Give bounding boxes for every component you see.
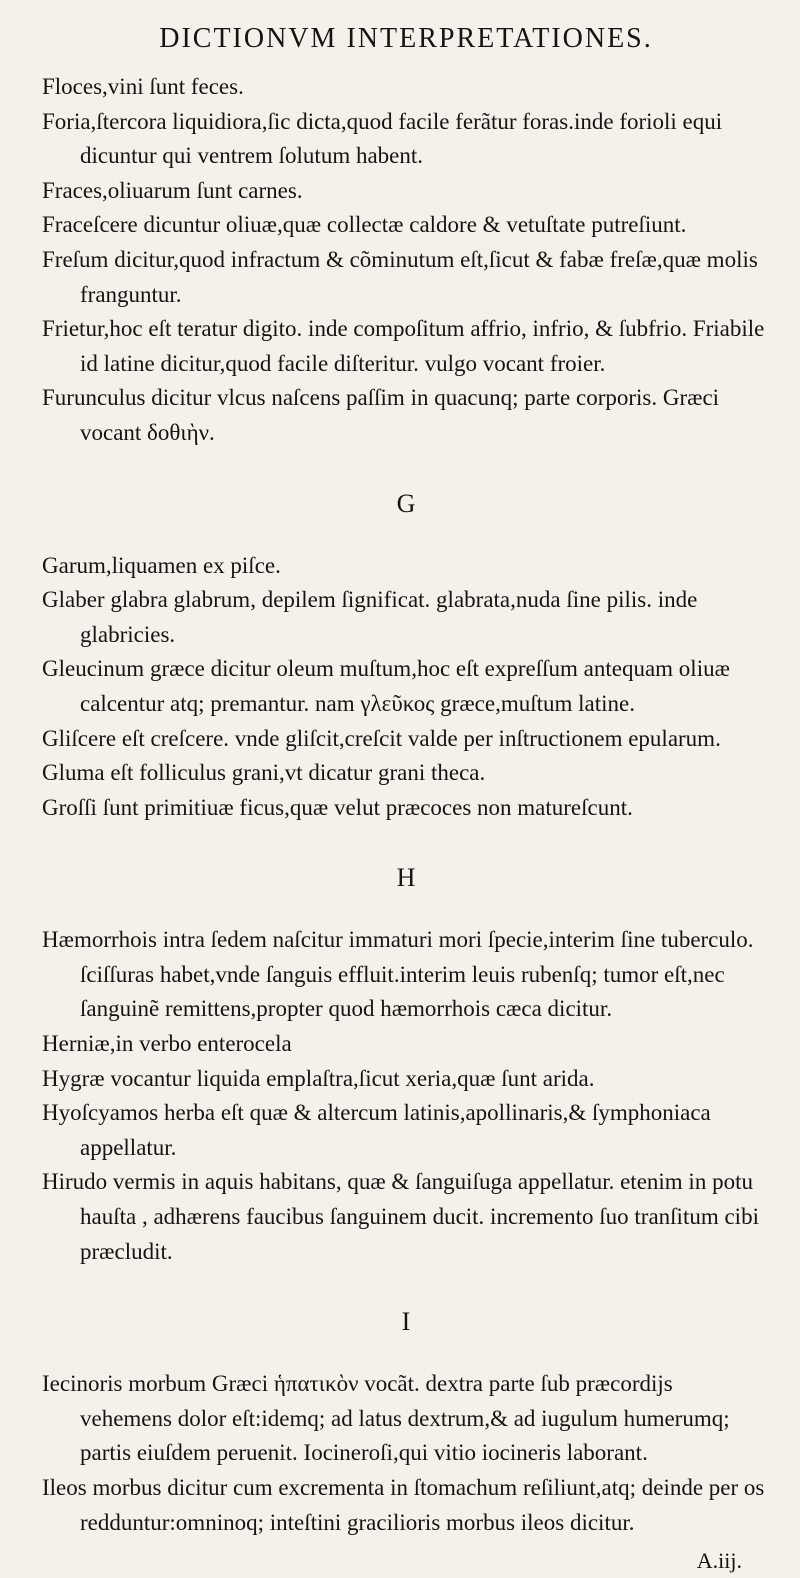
dictionary-entry: Gluma eſt folliculus grani,vt dicatur grani theca. (42, 760, 486, 786)
signature-mark: A.iij. (696, 1548, 742, 1574)
dictionary-entry: Fraces,oliuarum ſunt carnes. (42, 177, 303, 203)
dictionary-entry: Hygræ vocantur liquida emplaſtra,ſicut xeria,quæ ſunt arida. (42, 1065, 595, 1091)
dictionary-entry: Herniæ,in verbo enterocela (42, 1031, 292, 1057)
section-letter: I (401, 1307, 411, 1337)
dictionary-entry: Foria,ſtercora liquidiora,ſic dicta,quod facile ferãtur foras.inde forioli equi dicuntur qui ventrem ſolutum habent. (42, 108, 723, 169)
section-f (42, 70, 770, 451)
dictionary-entry: Ileos morbus dicitur cum excrementa in ſtomachum reſiliunt,atq; deinde per os redduntur:omninoq; inteſtini gracilioris morbus ileos dicitur. (42, 1475, 765, 1535)
dictionary-entry: Furunculus dicitur vlcus naſcens paſſim in quacunq; parte corporis. Græci vocant δοθιὴν. (42, 385, 720, 445)
dictionary-entry: Hirudo vermis in aquis habitans, quæ & ſanguiſuga appellatur. etenim in potu hauſta , adhærens faucibus ſanguinem ducit. incremento ſuo tranſitum cibi præcludit. (42, 1169, 759, 1264)
page-header: DICTIONVM INTERPRETATIONES. (159, 23, 653, 54)
dictionary-entry: Hæmorrhois intra ſedem naſcitur immaturi mori ſpecie,interim ſine tuberculo. ſciſſuras habet,vnde ſanguis effluit.interim leuis rubenſq; tumor eſt,nec ſanguinẽ remittens,propter quod hæmorrhois cæca dicitur. (42, 927, 754, 1022)
section-letter: H (396, 863, 416, 893)
dictionary-entry: Glaber glabra glabrum, depilem ſignificat. glabrata,nuda ſine pilis. inde glabricies. (42, 587, 698, 647)
dictionary-entry: Freſum dicitur,quod infractum & cõminutum eſt,ſicut & fabæ freſæ,quæ molis franguntur. (42, 246, 758, 307)
dictionary-entry: Gleucinum græce dicitur oleum muſtum,hoc eſt expreſſum antequam oliuæ calcentur atq; premantur. nam γλεῦκος græce,muſtum latine. (42, 656, 730, 716)
section-letter: G (396, 488, 416, 518)
dictionary-entry: Hyoſcyamos herba eſt quæ & altercum latinis,apollinaris,& ſymphoniaca appellatur. (42, 1100, 711, 1160)
dictionary-entry: Floces,vini ſunt feces. (42, 74, 244, 99)
section-h (42, 861, 770, 1269)
dictionary-entry: Gliſcere eſt creſcere. vnde gliſcit,creſcit valde per inſtructionem epularum. (42, 725, 721, 751)
dictionary-entry: Groſſi ſunt primitiuæ ficus,quæ velut præcoces non matureſcunt. (42, 794, 633, 820)
dictionary-entry: Frietur,hoc eſt teratur digito. inde compoſitum affrio, infrio, & ſubfrio. Friabile id latine dicitur,quod facile diſteritur. vulgo vocant froier. (42, 316, 765, 376)
dictionary-entry: Iecinoris morbum Græci ἡπατικὸν vocãt. dextra parte ſub præcordijs vehemens dolor eſt:idemq; ad latus dextrum,& ad iugulum humerumq; partis eiuſdem peruenit. Iocineroſi,qui vitio iocineris laborant. (42, 1371, 730, 1466)
dictionary-entry: Garum,liquamen ex piſce. (42, 552, 281, 578)
section-g (42, 487, 770, 826)
dictionary-entry: Fraceſcere dicuntur oliuæ,quæ collectæ caldore & vetuſtate putreſiunt. (42, 212, 687, 238)
section-i (42, 1305, 770, 1540)
